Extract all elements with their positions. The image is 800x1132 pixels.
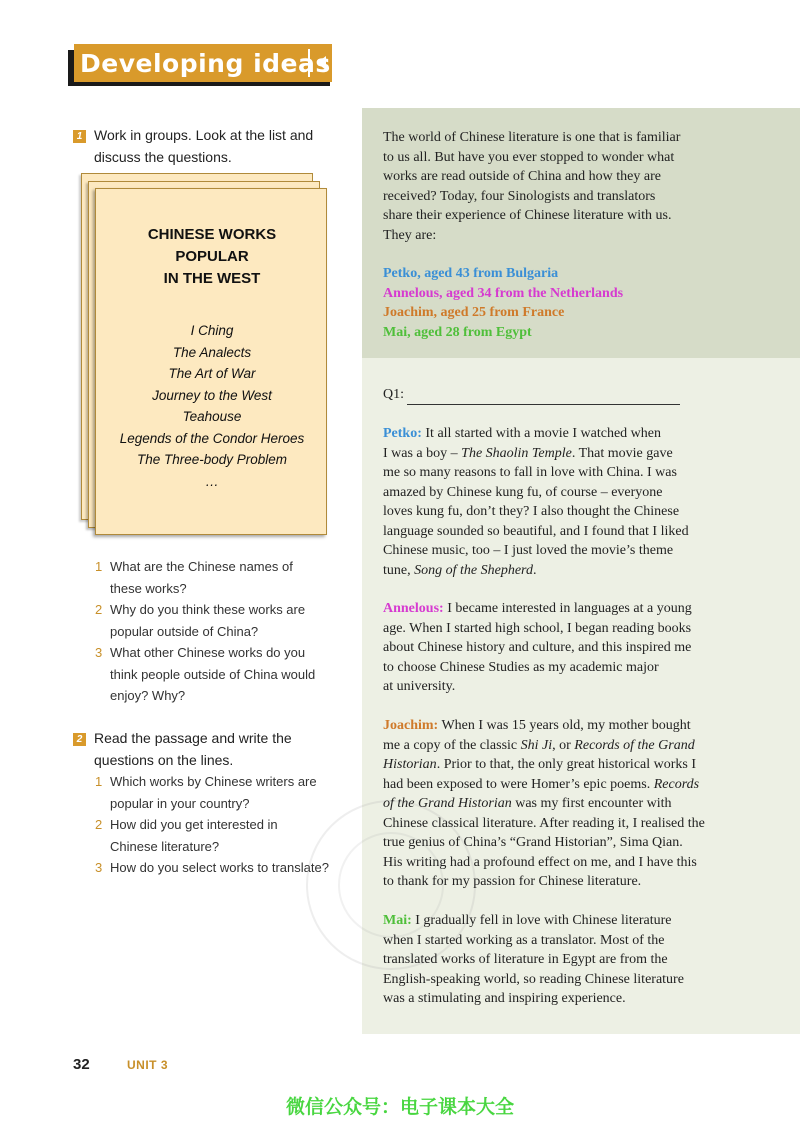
person-petko: Petko, aged 43 from Bulgaria bbox=[383, 266, 559, 281]
para-line: language sounded so beautiful, and I found that I liked bbox=[383, 523, 689, 539]
text-run: tune, bbox=[383, 562, 415, 578]
para-line: His writing had a profound effect on me, and I have this bbox=[383, 854, 697, 870]
work-item: The Art of War bbox=[168, 366, 256, 381]
text-run: . That movie gave bbox=[571, 445, 673, 461]
page-number: 32 bbox=[73, 1056, 90, 1073]
question-line: Which works by Chinese writers are bbox=[110, 774, 317, 789]
para-line: when I started working as a translator. Most of the bbox=[383, 932, 665, 948]
section2-instruction bbox=[94, 728, 344, 771]
question-line: How do you select works to translate? bbox=[110, 860, 329, 875]
work-item: I Ching bbox=[190, 323, 234, 338]
paragraph-annelous bbox=[383, 599, 728, 697]
para-line: loves kung fu, don’t they? I also thought the Chinese bbox=[383, 504, 680, 519]
speaker-petko: Petko: bbox=[383, 426, 422, 441]
banner-title: Developing ideas bbox=[80, 48, 331, 78]
work-item: … bbox=[205, 473, 219, 489]
person-mai: Mai, aged 28 from Egypt bbox=[383, 324, 532, 340]
unit-label: UNIT 3 bbox=[127, 1058, 169, 1072]
para-line bbox=[383, 794, 728, 814]
question-number: 3 bbox=[95, 645, 103, 660]
para-line: to thank for my passion for Chinese literature. bbox=[383, 874, 642, 889]
para-line: to choose Chinese Studies as my academic major bbox=[383, 659, 659, 675]
q1-answer-row bbox=[383, 385, 728, 405]
para-line bbox=[383, 755, 728, 775]
intro-line: The world of Chinese literature is one that is familiar bbox=[383, 130, 681, 145]
question-line: popular outside of China? bbox=[110, 623, 259, 639]
heading-line: CHINESE WORKS bbox=[147, 226, 277, 243]
works-list bbox=[96, 320, 328, 492]
intro-line: share their experience of Chinese literature with us. bbox=[383, 208, 672, 223]
text-run: . Prior to that, the only great historical works I bbox=[436, 757, 697, 772]
section1-instruction bbox=[94, 125, 344, 168]
heading-line: IN THE WEST bbox=[163, 270, 261, 287]
works-card bbox=[95, 188, 327, 535]
text-run: I was a boy – bbox=[383, 445, 462, 461]
para-line: age. When I started high school, I began reading books bbox=[383, 620, 692, 636]
title-run: The Shaolin Temple bbox=[461, 445, 572, 461]
para-line bbox=[383, 736, 728, 756]
para-line: English-speaking world, so reading Chinese literature bbox=[383, 971, 684, 987]
question-line: Why do you think these works are bbox=[110, 602, 306, 617]
question-line: popular in your country? bbox=[110, 795, 250, 811]
intro-line: They are: bbox=[383, 227, 437, 243]
speaker-joachim: Joachim: bbox=[383, 718, 439, 733]
question-line: these works? bbox=[110, 580, 187, 596]
person-joachim: Joachim, aged 25 from France bbox=[383, 305, 565, 320]
para-line: Chinese music, too – I just loved the movie’s theme bbox=[383, 543, 674, 558]
para-line bbox=[383, 424, 728, 444]
para-line bbox=[383, 599, 728, 619]
question-number: 1 bbox=[95, 774, 103, 789]
para-line: true genius of China’s “Grand Historian”, Sima Qian. bbox=[383, 835, 683, 850]
passage-intro bbox=[383, 128, 728, 245]
instruction-line: Read the passage and write the bbox=[94, 730, 292, 746]
question-item bbox=[95, 556, 355, 599]
text-run: I gradually fell in love with Chinese literature bbox=[411, 913, 672, 928]
text-run: It all started with a movie I watched when bbox=[421, 426, 661, 441]
work-item: Teahouse bbox=[182, 409, 242, 424]
q1-label: Q1: bbox=[383, 387, 404, 402]
para-line: Chinese classical literature. After reading it, I realised the bbox=[383, 815, 705, 831]
question-number: 3 bbox=[95, 860, 103, 875]
section-banner bbox=[74, 44, 332, 82]
para-line: me so many reasons to fall in love with China. I was bbox=[383, 465, 677, 480]
instruction-line: Work in groups. Look at the list and bbox=[94, 127, 314, 143]
intro-line: to us all. But have you ever stopped to wonder what bbox=[383, 149, 675, 165]
text-run: me a copy of the classic bbox=[383, 737, 521, 753]
para-line bbox=[383, 911, 728, 931]
question-number: 2 bbox=[95, 602, 103, 617]
work-item: Legends of the Condor Heroes bbox=[119, 430, 305, 446]
works-card-heading bbox=[96, 224, 328, 290]
paragraph-mai bbox=[383, 911, 728, 1009]
paragraph-joachim bbox=[383, 716, 728, 892]
question-line: What other Chinese works do you bbox=[110, 645, 306, 660]
question-line: What are the Chinese names of bbox=[110, 559, 293, 574]
instruction-line: discuss the questions. bbox=[94, 148, 232, 165]
title-run: Records bbox=[653, 776, 700, 792]
work-item: The Analects bbox=[172, 344, 252, 360]
section-badge-2: 2 bbox=[73, 733, 86, 746]
title-run: Records of the Grand bbox=[574, 737, 695, 753]
question-item bbox=[95, 642, 355, 707]
text-run: had been exposed to were Homer’s epic poems. bbox=[383, 776, 654, 792]
para-line: translated works of literature in Egypt are from the bbox=[383, 952, 668, 967]
q1-answer-line[interactable] bbox=[407, 391, 680, 405]
text-run: was my first encounter with bbox=[511, 796, 672, 811]
para-line bbox=[383, 444, 728, 464]
speaker-mai: Mai: bbox=[383, 913, 412, 928]
work-item: Journey to the West bbox=[152, 387, 272, 403]
question-line: How did you get interested in bbox=[110, 817, 278, 832]
section1-questions bbox=[95, 556, 355, 707]
speaker-annelous: Annelous: bbox=[383, 601, 444, 616]
question-line: think people outside of China would bbox=[110, 666, 316, 682]
question-line: enjoy? Why? bbox=[110, 688, 186, 703]
text-run: , or bbox=[552, 737, 575, 753]
person-annelous: Annelous, aged 34 from the Netherlands bbox=[383, 285, 624, 301]
footer-watermark: 微信公众号：电子课本大全 bbox=[285, 1096, 514, 1118]
question-item bbox=[95, 599, 355, 642]
para-line bbox=[383, 716, 728, 736]
title-run: Song of the Shepherd bbox=[414, 562, 533, 578]
para-line: amazed by Chinese kung fu, of course – everyone bbox=[383, 484, 663, 500]
people-list bbox=[383, 264, 728, 342]
title-run: of the Grand Historian bbox=[383, 796, 512, 811]
paragraph-petko bbox=[383, 424, 728, 580]
intro-line: works are read outside of China and how they are bbox=[383, 169, 661, 184]
para-line bbox=[383, 561, 728, 581]
text-run: I became interested in languages at a young bbox=[443, 601, 692, 616]
para-line: at university. bbox=[383, 679, 456, 694]
intro-line: received? Today, four Sinologists and translators bbox=[383, 188, 656, 204]
para-line: was a stimulating and inspiring experience. bbox=[383, 991, 626, 1006]
section-badge-1: 1 bbox=[73, 130, 86, 143]
arrow-left-icon bbox=[308, 49, 328, 77]
question-number: 2 bbox=[95, 817, 103, 832]
question-number: 1 bbox=[95, 559, 103, 574]
work-item: The Three-body Problem bbox=[136, 452, 288, 467]
title-run: Shi Ji bbox=[520, 737, 553, 753]
instruction-line: questions on the lines. bbox=[94, 751, 234, 768]
para-line: about Chinese history and culture, and this inspired me bbox=[383, 640, 692, 655]
question-item bbox=[95, 771, 355, 814]
text-run: When I was 15 years old, my mother bought bbox=[438, 718, 691, 733]
question-line: Chinese literature? bbox=[110, 838, 220, 854]
para-line bbox=[383, 775, 728, 795]
title-run: Historian bbox=[383, 757, 437, 772]
heading-line: POPULAR bbox=[175, 248, 249, 265]
text-run: . bbox=[532, 562, 537, 578]
